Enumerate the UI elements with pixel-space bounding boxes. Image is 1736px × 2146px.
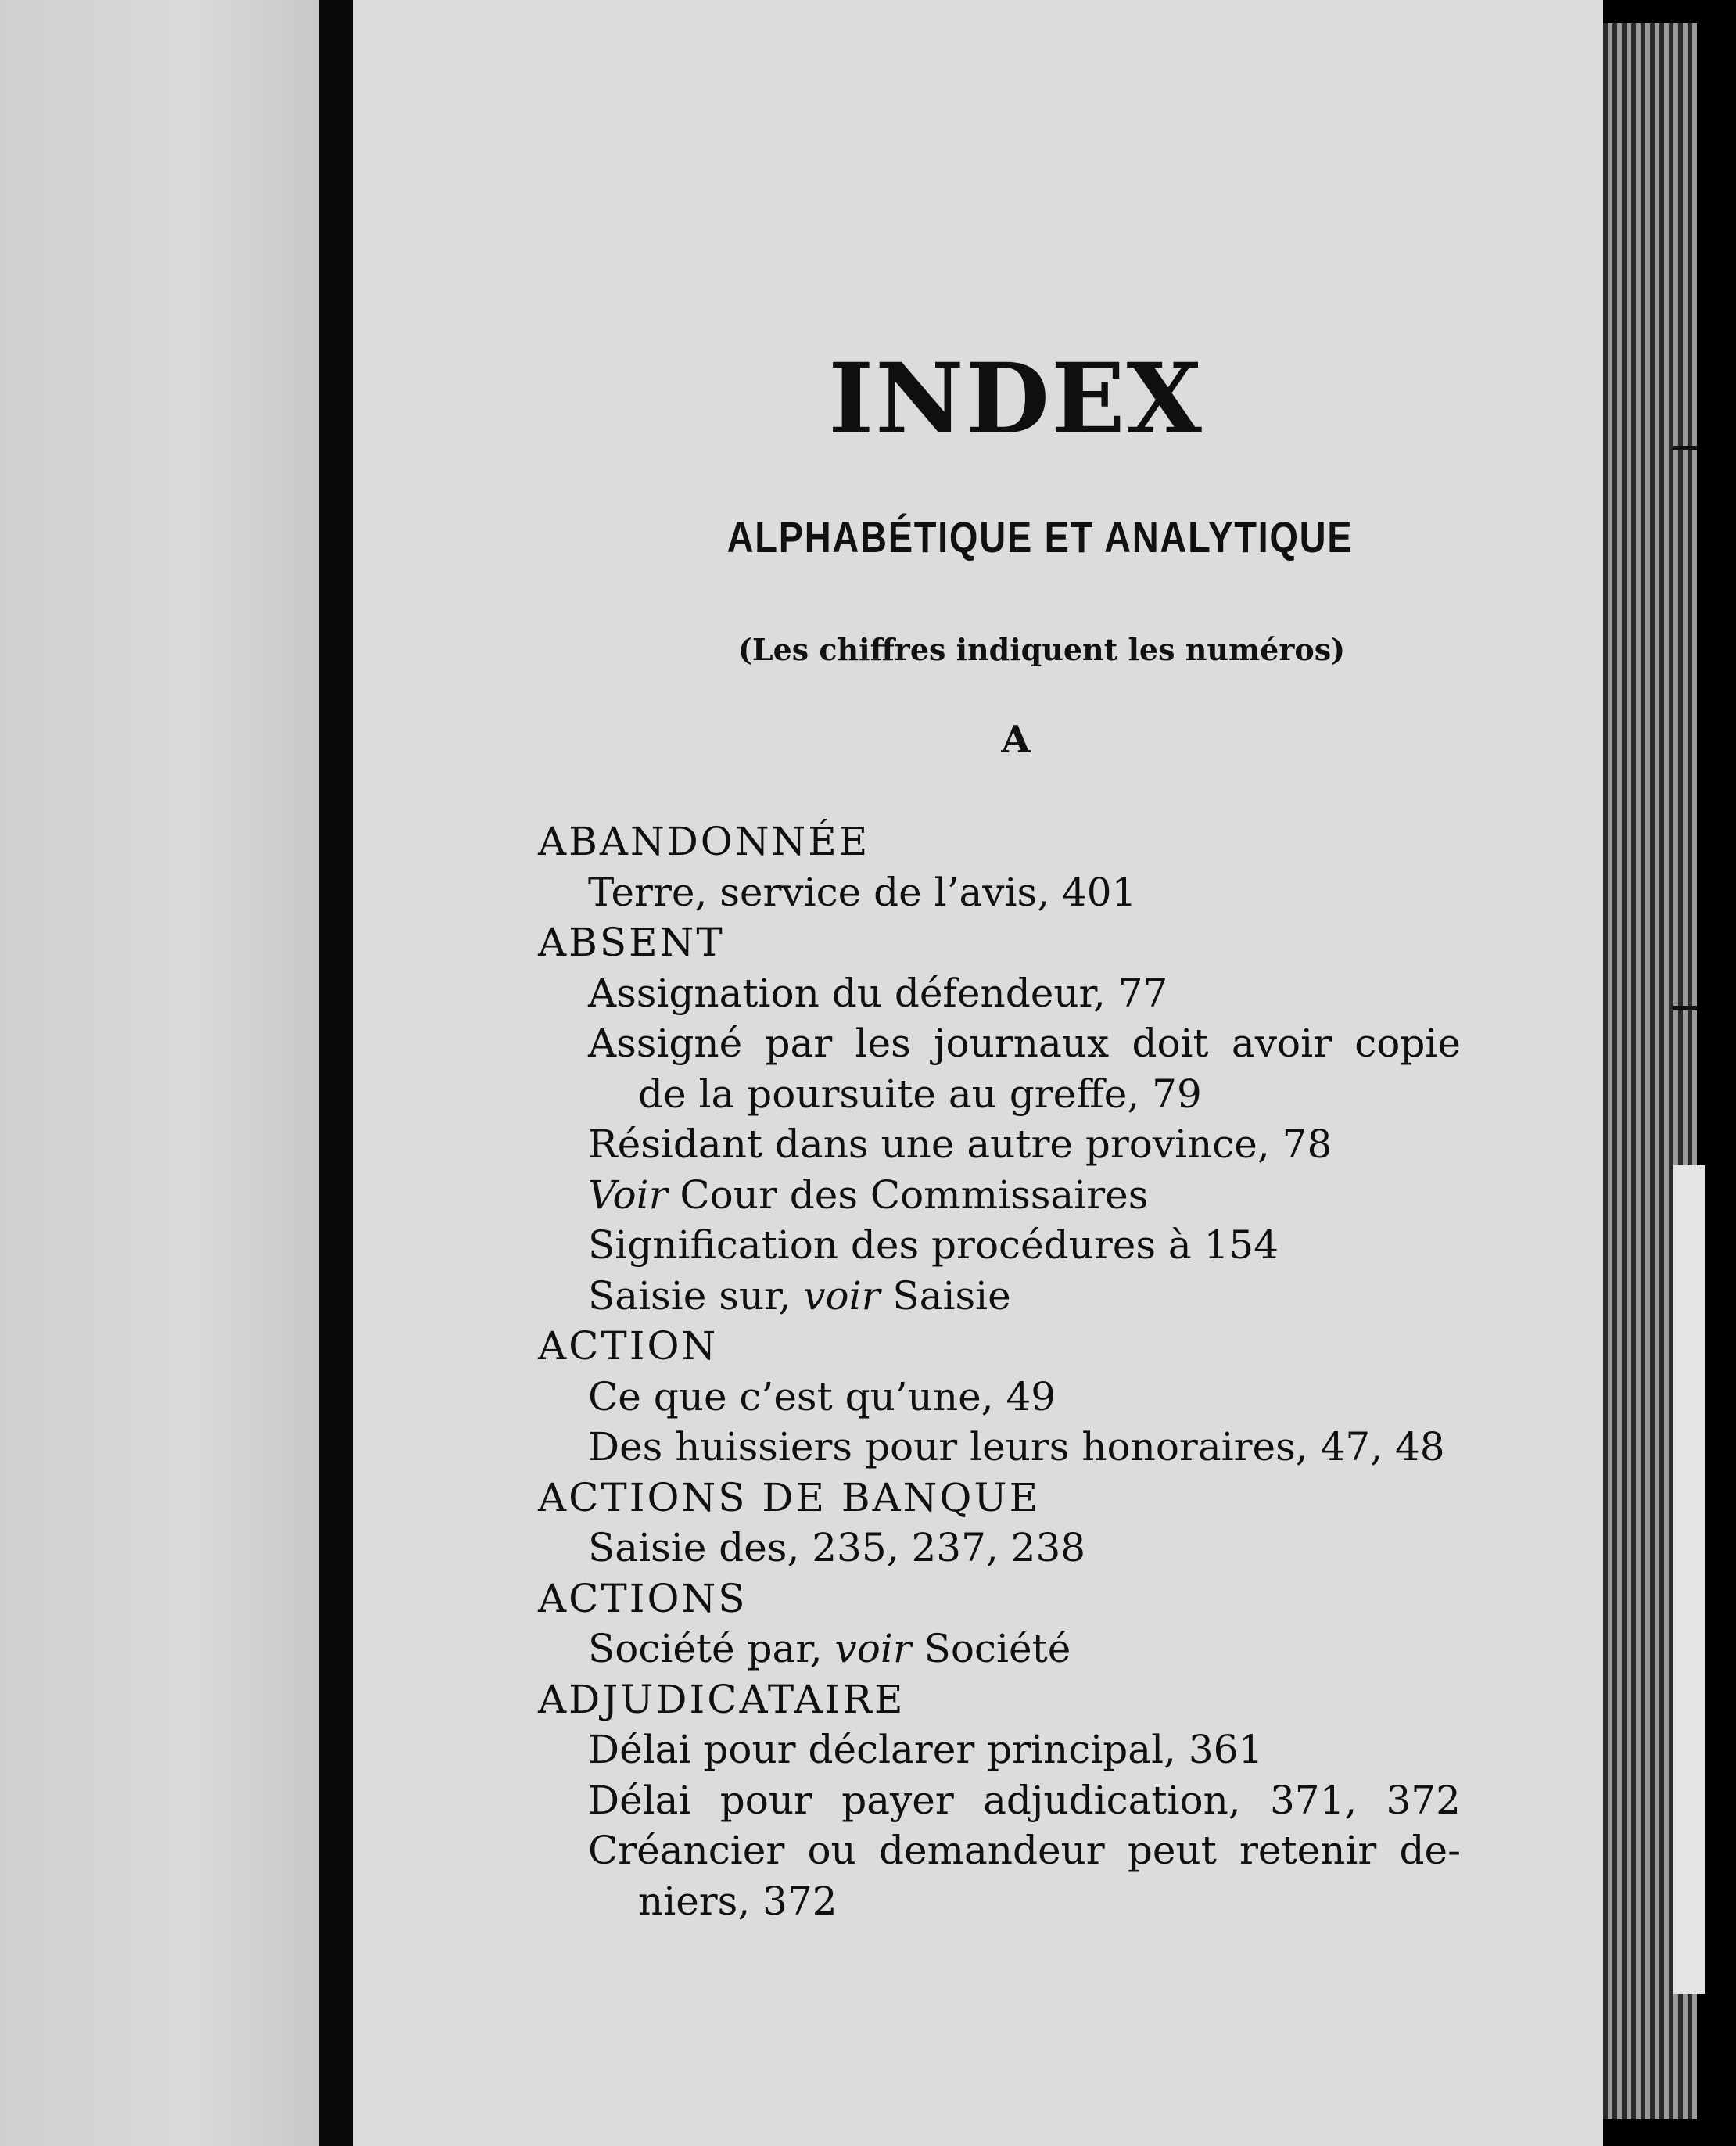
index-heading: ACTIONS DE BANQUE — [538, 1474, 1041, 1520]
reference-target: Société — [911, 1626, 1071, 1671]
index-subentry: Délai pour déclarer principal, 361 — [588, 1727, 1264, 1772]
page-title: INDEX — [828, 343, 1203, 456]
reference-target: Saisie — [880, 1272, 1011, 1319]
subentry-word: peut — [1127, 1828, 1217, 1873]
see-reference: Voir — [588, 1172, 668, 1218]
page-note: (Les chiffres indiquent les numéros) — [737, 632, 1346, 667]
index-subentry: Signification des procédures à 154 — [588, 1222, 1279, 1268]
subentry-word: avoir — [1231, 1021, 1332, 1066]
subentry-text: Saisie sur, — [588, 1272, 804, 1319]
index-entries — [538, 816, 1461, 1926]
subentry-word: demandeur — [878, 1828, 1105, 1873]
previous-page-edge — [0, 0, 319, 2146]
subentry-word: journaux — [934, 1021, 1110, 1066]
index-subentry — [538, 1018, 1461, 1069]
index-subentry: Saisie des, 235, 237, 238 — [588, 1525, 1086, 1570]
index-subentry: Ce que c’est qu’une, 49 — [588, 1373, 1056, 1419]
index-subentry: Terre, service de l’avis, 401 — [588, 869, 1137, 915]
index-subentry — [538, 1271, 1461, 1322]
subentry-word: retenir — [1239, 1828, 1377, 1873]
see-reference: voir — [834, 1626, 912, 1671]
index-subentry: Des huissiers pour leurs honoraires, 47, 48 — [588, 1424, 1445, 1470]
subentry-word: ou — [807, 1828, 856, 1873]
see-reference: voir — [803, 1272, 881, 1319]
subentry-word: 371, — [1269, 1777, 1358, 1823]
index-heading: ABANDONNÉE — [538, 819, 870, 864]
subentry-word: adjudication, — [983, 1777, 1241, 1823]
index-heading: ABSENT — [538, 920, 725, 965]
index-subentry — [538, 1825, 1461, 1876]
index-subentry: Assignation du défendeur, 77 — [588, 970, 1168, 1016]
page-edge-light — [1673, 1165, 1705, 1994]
subentry-word: Délai — [588, 1777, 691, 1823]
index-subentry: Résidant dans une autre province, 78 — [588, 1121, 1332, 1167]
index-subentry — [538, 1170, 1461, 1221]
index-subentry-continuation: niers, 372 — [638, 1878, 838, 1924]
subentry-word: par — [765, 1021, 833, 1066]
page-subtitle: ALPHABÉTIQUE ET ANALYTIQUE — [726, 512, 1354, 562]
book-gutter — [319, 0, 353, 2146]
subentry-word: payer — [841, 1777, 954, 1823]
index-heading: ADJUDICATAIRE — [538, 1676, 906, 1722]
section-letter: A — [1001, 718, 1031, 762]
edge-mark — [1673, 1006, 1697, 1010]
subentry-word: doit — [1132, 1021, 1209, 1066]
reference-target: Cour des Commissaires — [667, 1172, 1149, 1218]
subentry-word: les — [855, 1021, 911, 1066]
index-heading: ACTIONS — [538, 1575, 748, 1621]
subentry-word: Assigné — [588, 1021, 743, 1066]
subentry-word: copie — [1354, 1021, 1461, 1066]
subentry-text: Société par, — [588, 1626, 835, 1671]
subentry-word: Créancier — [588, 1828, 785, 1873]
index-subentry-continuation: de la poursuite au greffe, 79 — [638, 1071, 1202, 1117]
index-page — [353, 0, 1603, 2146]
subentry-word: pour — [719, 1777, 812, 1823]
subentry-word: de- — [1399, 1828, 1461, 1873]
index-subentry — [538, 1624, 1461, 1674]
subentry-word: 372 — [1386, 1777, 1461, 1823]
edge-mark — [1673, 446, 1697, 450]
index-heading: ACTION — [538, 1323, 719, 1369]
index-subentry — [538, 1775, 1461, 1826]
